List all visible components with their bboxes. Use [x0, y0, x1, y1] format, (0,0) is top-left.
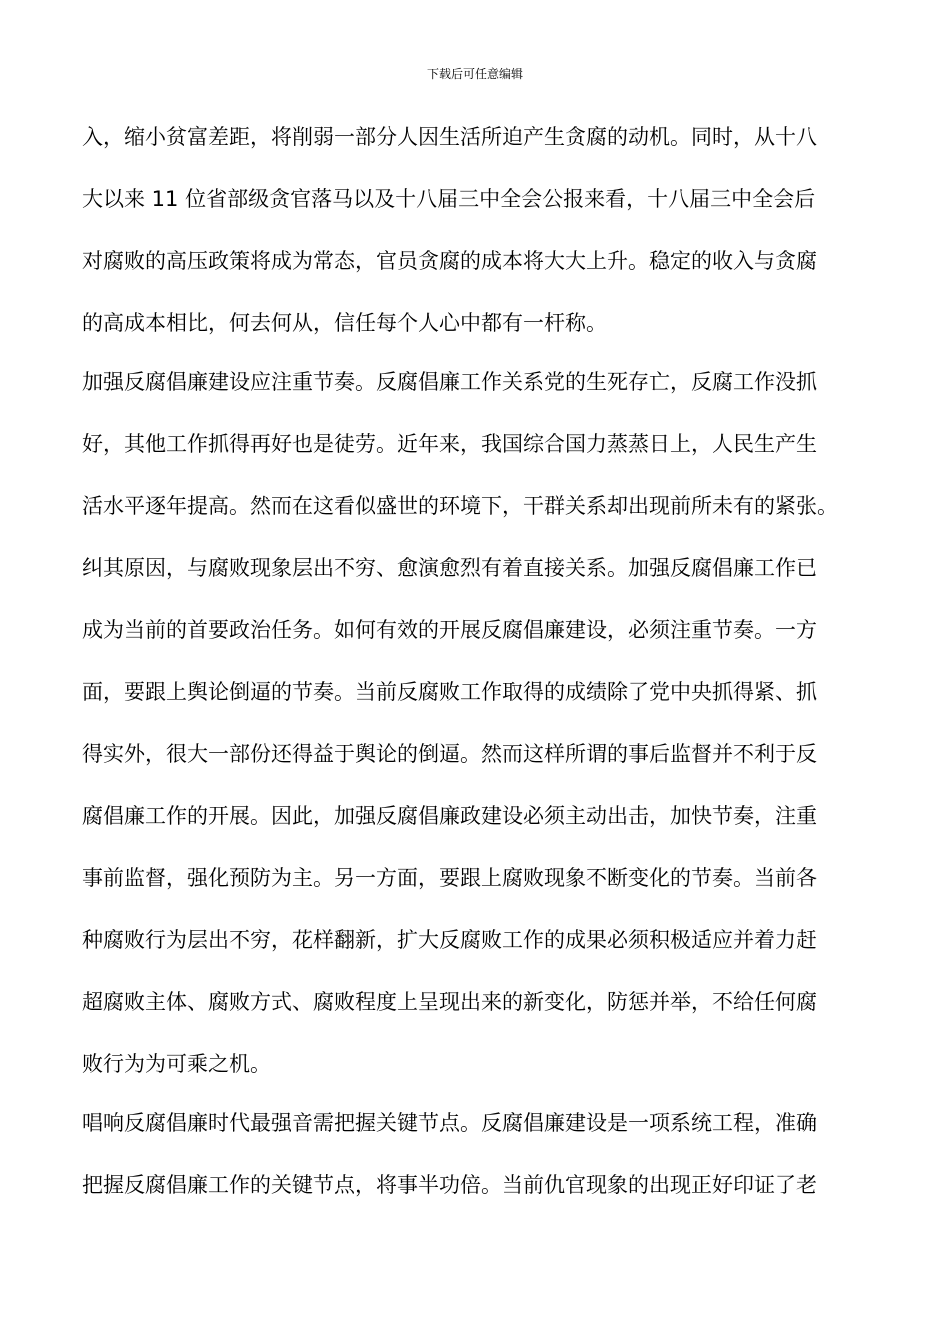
text-line: 的高成本相比，何去何从，信任每个人心中都有一杆称。 [82, 311, 607, 335]
text-line: 唱响反腐倡廉时代最强音需把握关键节点。反腐倡廉建设是一项系统工程，准确 [82, 1111, 817, 1135]
text-line: 把握反腐倡廉工作的关键节点，将事半功倍。当前仇官现象的出现正好印证了老 [82, 1173, 817, 1197]
text-line: 对腐败的高压政策将成为常态，官员贪腐的成本将大大上升。稳定的收入与贪腐 [82, 249, 817, 273]
text-line: 纠其原因，与腐败现象层出不穷、愈演愈烈有着直接关系。加强反腐倡廉工作已 [82, 556, 817, 580]
text-line: 败行为为可乘之机。 [82, 1052, 271, 1076]
text-line: 大以来 11 位省部级贪官落马以及十八届三中全会公报来看，十八届三中全会后 [82, 187, 816, 211]
text-line: 成为当前的首要政治任务。如何有效的开展反腐倡廉建设，必须注重节奏。一方 [82, 618, 817, 642]
text-line: 面，要跟上舆论倒逼的节奏。当前反腐败工作取得的成绩除了党中央抓得紧、抓 [82, 680, 817, 704]
text-line: 好，其他工作抓得再好也是徒劳。近年来，我国综合国力蒸蒸日上，人民生产生 [82, 432, 817, 456]
text-line: 事前监督，强化预防为主。另一方面，要跟上腐败现象不断变化的节奏。当前各 [82, 866, 817, 890]
text-line: 腐倡廉工作的开展。因此，加强反腐倡廉政建设必须主动出击，加快节奏，注重 [82, 804, 817, 828]
page-header: 下载后可任意编辑 [426, 67, 523, 81]
text-line: 超腐败主体、腐败方式、腐败程度上呈现出来的新变化，防惩并举，不给任何腐 [82, 990, 817, 1014]
text-line: 加强反腐倡廉建设应注重节奏。反腐倡廉工作关系党的生死存亡，反腐工作没抓 [82, 370, 817, 394]
text-line: 种腐败行为层出不穷，花样翻新，扩大反腐败工作的成果必须积极适应并着力赶 [82, 928, 817, 952]
text-line: 得实外，很大一部份还得益于舆论的倒逼。然而这样所谓的事后监督并不利于反 [82, 742, 817, 766]
text-line: 入，缩小贫富差距，将削弱一部分人因生活所迫产生贪腐的动机。同时，从十八 [82, 125, 817, 149]
text-line: 活水平逐年提高。然而在这看似盛世的环境下，干群关系却出现前所未有的紧张。 [82, 494, 838, 518]
